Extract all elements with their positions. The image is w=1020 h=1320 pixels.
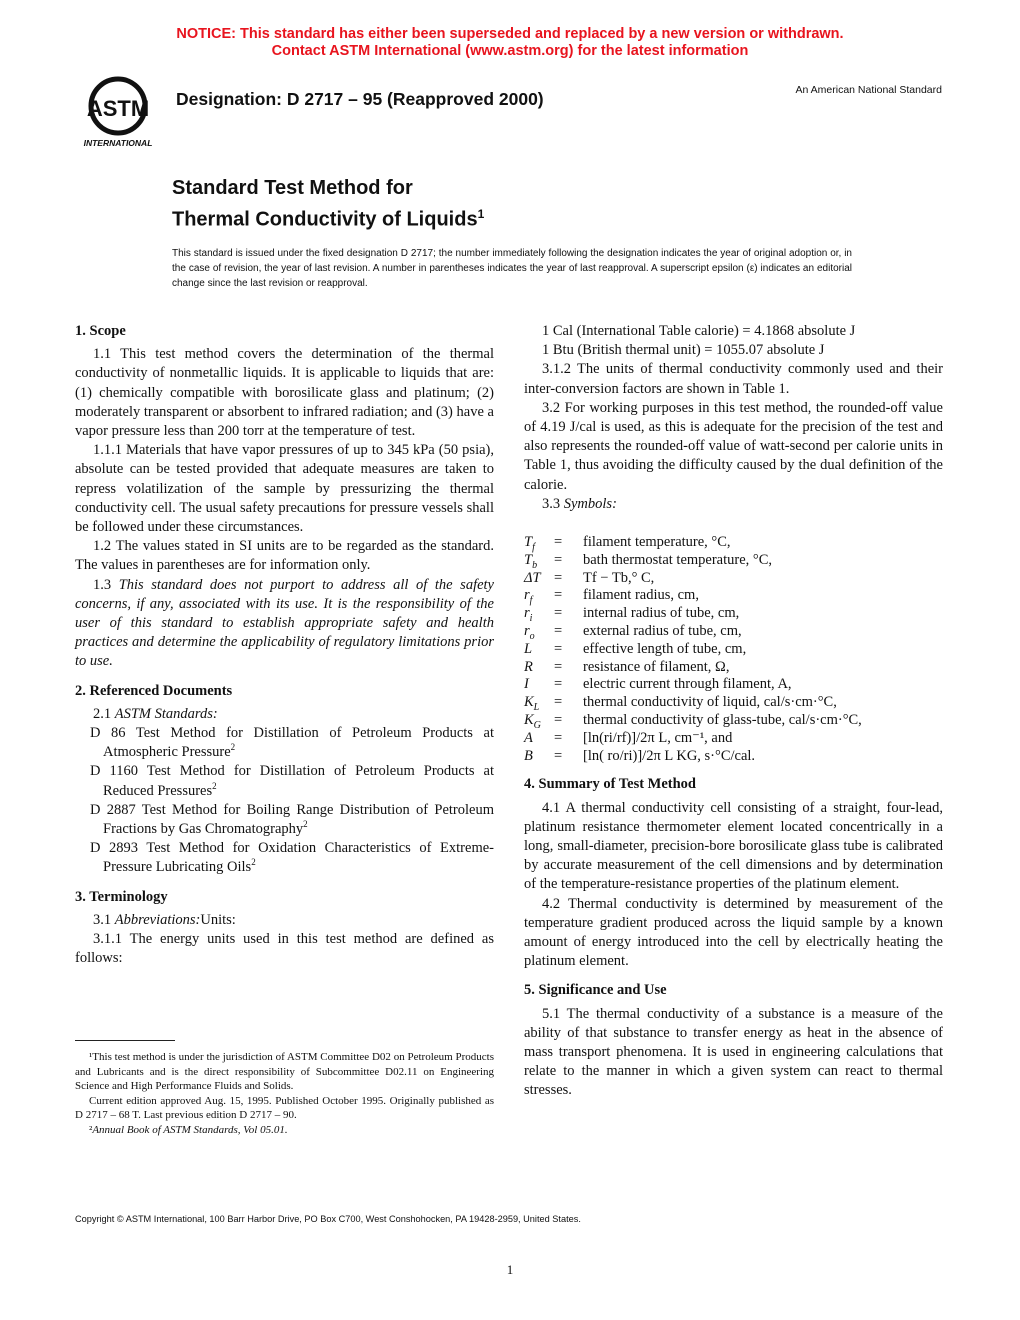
symbol-row: $r_f$ = filament radius, cm, [524,587,699,607]
title-footnote-mark: 1 [477,207,485,221]
title-line-2: Thermal Conductivity of Liquids$^1$ [172,207,485,231]
notice-line-2: Contact ASTM International (www.astm.org) for the latest information [271,43,749,59]
section-4-heading: 4. Summary of Test Method [524,776,696,793]
reference-item: D 2893 Test Method for Oxidation Characteristics of Extreme-Pressure Lubricating Oils$^2$ [90,840,494,876]
symbol-row: I = electric current through filament, A, [524,676,792,693]
para-4-2: 4.2 Thermal conductivity is determined by measurement of the temperature gradient produced across the liquid sample by a known amount of energy introduced into the cell by electrically heating the platinum element. [524,895,943,970]
svg-text:ASTM: ASTM [86,96,150,121]
para-3-1-2: 3.1.2 The units of thermal conductivity commonly used and their inter-conversion factors are shown in Table 1. [524,361,943,397]
para-5-1: 5.1 The thermal conductivity of a substance is a measure of the ability of that substance to transfer energy as heat in the absence of mass transport phenomena. It is used in engineering calculations that relate to the manner in which a given system can react to thermal stresses. [524,1005,943,1099]
section-5-heading: 5. Significance and Use [524,982,667,999]
symbol-row: R = resistance of filament, Ω, [524,658,730,675]
astm-logo-mark [74,76,162,150]
symbol-row: L = effective length of tube, cm, [524,640,747,657]
withdrawal-notice [0,26,1020,60]
para-3-2: 3.2 For working purposes in this test method, the rounded-off value of 4.19 J/cal is used, as this is adequate for the precision of the test and also represents the rounded-off value of watt-second per calorie units in Table 1, thus avoiding the difficulty caused by the dual definition of the calorie. [524,399,943,493]
footnotes [75,1050,494,1137]
symbol-row: A = [ln(ri/rf)]/2π L, cm⁻¹, and [524,729,733,746]
symbol-row: $K_G$ = thermal conductivity of glass-tube, cal/s·cm·°C, [524,712,862,731]
footnote-rule [75,1040,175,1041]
page-number: 1 [506,1262,514,1277]
symbol-row: B = [ln( ro/ri)]/2π L KG, s·°C/cal. [524,747,756,764]
copyright-notice: Copyright © ASTM International, 100 Barr Harbor Drive, PO Box C700, West Conshohocken, PA 19428-2959, United States. [75,1214,581,1224]
symbol-row: ΔT = Tf − Tb,° C, [524,569,655,586]
footnote-2: ²Annual Book of ASTM Standards, Vol 05.01. [89,1123,288,1136]
svg-text:INTERNATIONAL: INTERNATIONAL [83,138,153,148]
para-3-1-1: 3.1.1 The energy units used in this test method are defined as follows: [75,931,494,967]
footnote-1: ¹This test method is under the jurisdiction of ASTM Committee D02 on Petroleum Products and Lubricants and is the direct responsibility of Subcommittee D02.11 on Engineering Science and High Performance Fluids and Solids. [75,1051,494,1092]
symbol-list [524,534,943,765]
symbol-row: $T_f$ = filament temperature, °C, [524,534,731,553]
para-1-3: 1.3 This standard does not purport to address all of the safety concerns, if any, associated with its use. It is the responsibility of the user of this standard to establish appropriate safety and health practices and determine the applicability of regulatory limitations prior to use. [75,576,494,670]
reference-item: D 86 Test Method for Distillation of Petroleum Products at Atmospheric Pressure$^2$ [90,725,494,761]
right-column [524,322,943,1101]
symbol-row: $r_o$ = external radius of tube, cm, [524,623,742,642]
left-column [75,322,494,969]
notice-line-1: NOTICE: This standard has either been superseded and replaced by a new version or withdrawn. [176,26,844,42]
symbol-row: $K_L$ = thermal conductivity of liquid, cal/s·cm·°C, [524,694,837,714]
symbol-row: $r_i$ = internal radius of tube, cm, [524,605,740,625]
document-title [172,175,484,233]
designation: Designation: D 2717 – 95 (Reapproved 2000) [176,89,544,109]
symbol-row: $T_b$ = bath thermostat temperature, °C, [524,551,773,571]
section-2-heading: 2. Referenced Documents [75,682,233,699]
para-1-1-1: 1.1.1 Materials that have vapor pressures of up to 345 kPa (50 psia), absolute can be tested provided that adequate measures are taken to repress volatilization of the sample by pressurizing the thermal conductivity cell. The usual safety precautions for pressure vessels shall be followed under these circumstances. [75,442,494,536]
section-3-heading: 3. Terminology [75,888,168,905]
astm-logo [74,76,162,150]
para-1-1: 1.1 This test method covers the determination of the thermal conductivity of nonmetallic liquids. It is applicable to liquids that are: (1) chemically compatible with borosilicate glass and platinum; (2) moderately transparent or absorbent to infrared radiation; and (3) have a vapor pressure less than 200 torr at the temperature of test. [75,346,494,440]
para-4-1: 4.1 A thermal conductivity cell consisting of a straight, four-lead, platinum resistance thermometer element located concentrically in a long, small-diameter, precision-bore borosilicate glass tube is calibrated by accurate measurement of the cell dimensions and by determination of the temperature-resistance properties of the platinum element. [524,799,943,893]
american-national-standard: An American National Standard [795,84,942,96]
para-2-1: 2.1 ASTM Standards: [93,705,218,722]
section-1-heading: 1. Scope [75,323,126,339]
title-line-1: Standard Test Method for [172,177,413,199]
para-3-1: 3.1 Abbreviations:Units: [93,911,236,928]
btu-definition: 1 Btu (British thermal unit) = 1055.07 absolute J [542,342,825,359]
reference-item: D 1160 Test Method for Distillation of Petroleum Products at Reduced Pressures$^2$ [90,763,494,799]
footnote-1-edition: Current edition approved Aug. 15, 1995. Published October 1995. Originally published as D 2717 – 68 T. Last previous edition D 2717 – 90. [75,1094,494,1121]
preamble: This standard is issued under the fixed designation D 2717; the number immediately following the designation indicates the year of original adoption or, in the case of revision, the year of last revision. A number in parentheses indicates the year of last reapproval. A superscript epsilon (ε) indicates an editorial change since the last revision or reapproval. [172,248,852,289]
calorie-definition: 1 Cal (International Table calorie) = 4.1868 absolute J [542,323,856,339]
para-1-2: 1.2 The values stated in SI units are to be regarded as the standard. The values in parentheses are for information only. [75,538,494,574]
reference-item: D 2887 Test Method for Boiling Range Distribution of Petroleum Fractions by Gas Chromatography$^2$ [90,801,494,838]
para-3-3: 3.3 Symbols: [542,495,617,512]
